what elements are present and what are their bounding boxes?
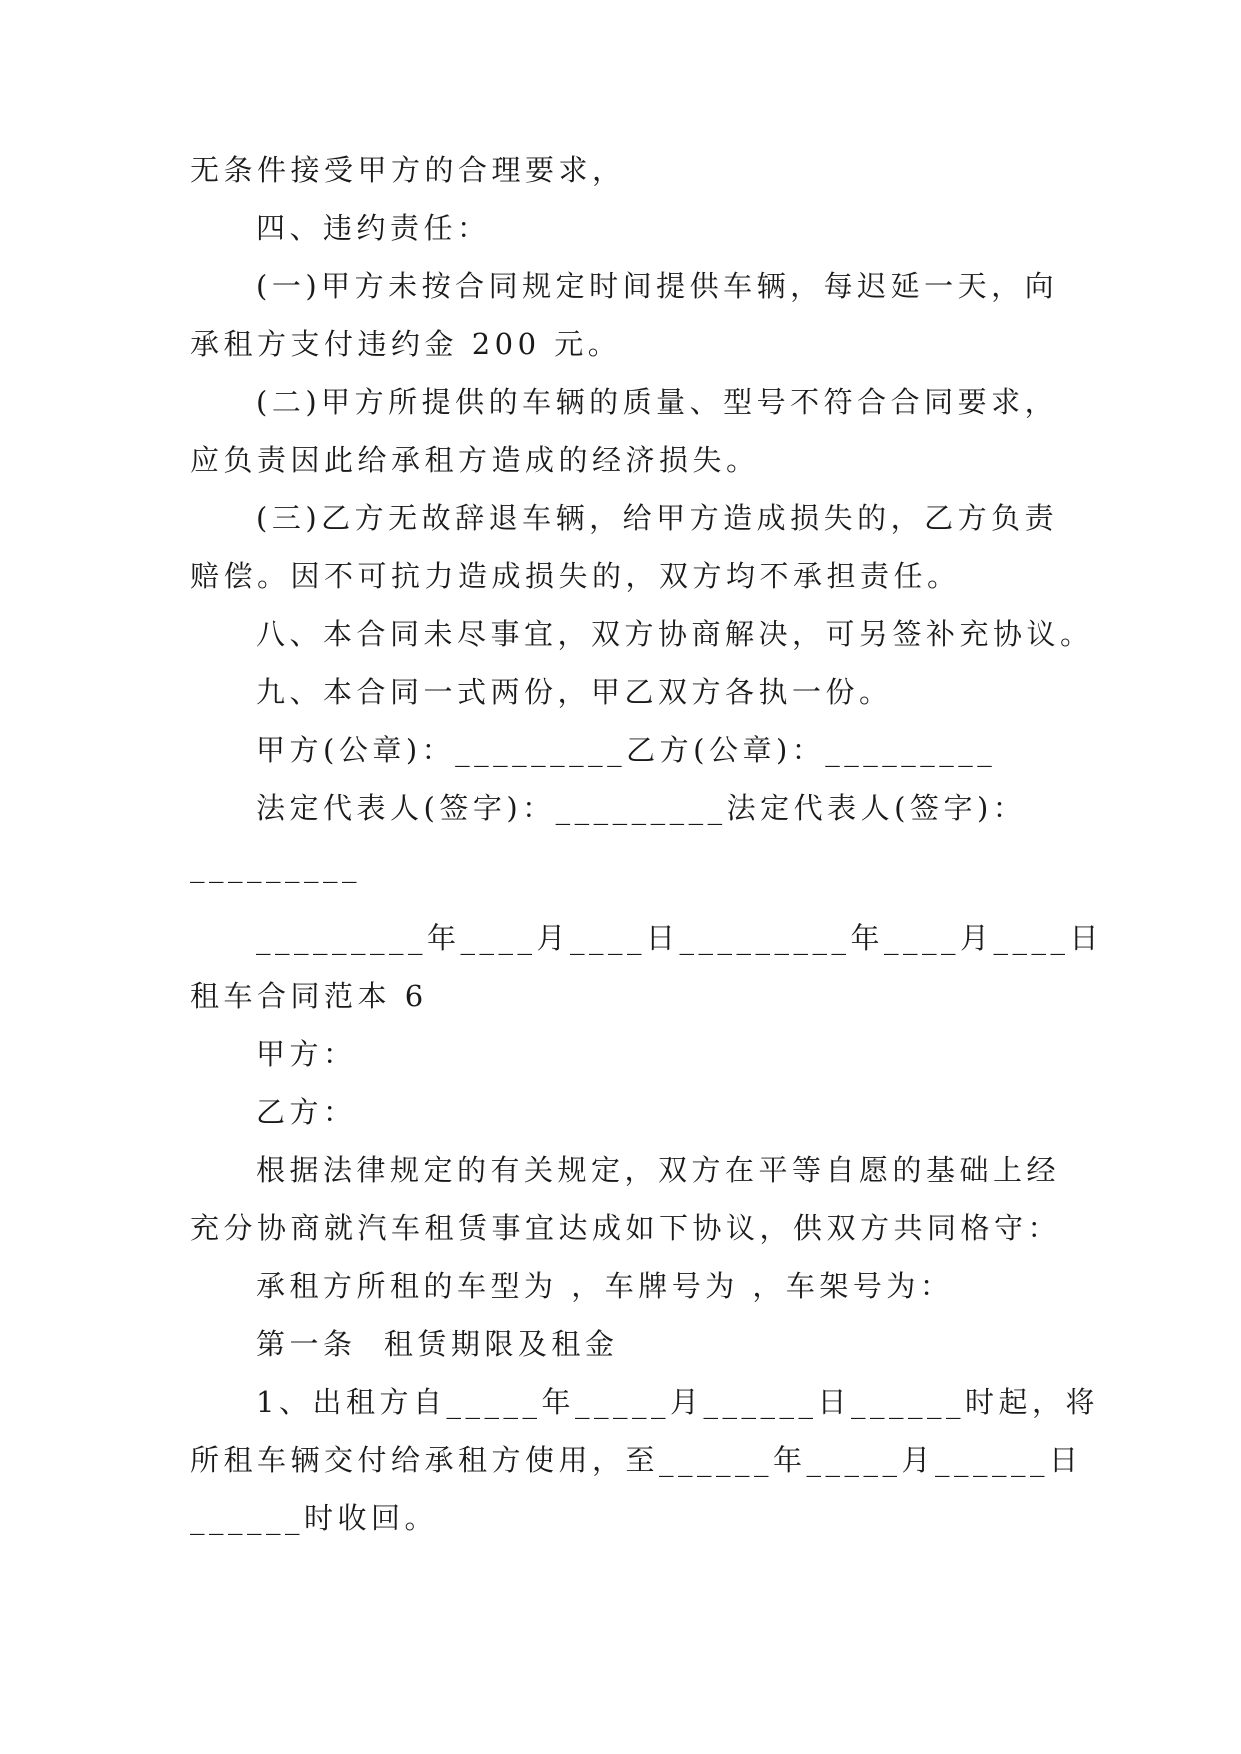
text-line: 1、出租方自_____年_____月______日______时起，将 xyxy=(256,1385,1099,1419)
text-line: ______时收回。 xyxy=(190,1501,439,1535)
text-line: 无条件接受甲方的合理要求， xyxy=(190,153,626,187)
section-heading-breach: 四、违约责任： xyxy=(256,211,491,245)
text-line: (二)甲方所提供的车辆的质量、型号不符合合同要求， xyxy=(256,385,1059,419)
article-heading: 第一条 租赁期限及租金 xyxy=(256,1327,619,1361)
contract-title: 租车合同范本 6 xyxy=(190,979,428,1013)
text-line: 所租车辆交付给承租方使用，至______年_____月______日 xyxy=(190,1443,1083,1477)
text-line: 赔偿。因不可抗力造成损失的，双方均不承担责任。 xyxy=(190,559,961,593)
signature-blank: _________ xyxy=(190,849,361,883)
text-line: 八、本合同未尽事宜，双方协商解决，可另签补充协议。 xyxy=(256,617,1094,651)
party-a-line: 甲方： xyxy=(256,1037,357,1071)
text-line: 九、本合同一式两份，甲乙双方各执一份。 xyxy=(256,675,893,709)
text-line: (一)甲方未按合同规定时间提供车辆，每迟延一天，向 xyxy=(256,269,1059,303)
signature-representative-line: 法定代表人(签字)：_________法定代表人(签字)： xyxy=(256,791,1027,825)
signature-date-line: _________年____月____日_________年____月____日 xyxy=(256,921,1104,955)
text-line: 充分协商就汽车租赁事宜达成如下协议，供双方共同格守： xyxy=(190,1211,1062,1245)
text-line: 承租方所租的车型为 ，车牌号为 ，车架号为： xyxy=(256,1269,954,1303)
text-line: 承租方支付违约金 200 元。 xyxy=(190,327,622,361)
text-line: 应负责因此给承租方造成的经济损失。 xyxy=(190,443,760,477)
signature-seal-line: 甲方(公章)：_________乙方(公章)：_________ xyxy=(256,733,997,767)
party-b-line: 乙方： xyxy=(256,1095,357,1129)
text-line: (三)乙方无故辞退车辆，给甲方造成损失的，乙方负责 xyxy=(256,501,1059,535)
text-line: 根据法律规定的有关规定，双方在平等自愿的基础上经 xyxy=(256,1153,1061,1187)
